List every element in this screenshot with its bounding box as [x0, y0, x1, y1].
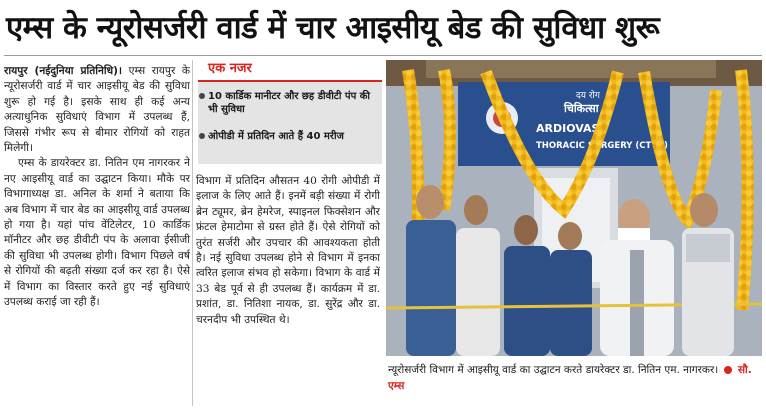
sign-line: दय रोग [576, 91, 600, 101]
highlight-text: 10 कार्डिक मानीटर और छह डीवीटी पंप की भी सुविधा [208, 91, 371, 115]
highlight-item [208, 90, 374, 116]
sign-line: ARDIOVASC [536, 122, 608, 135]
lead-text: एम्स रायपुर के न्यूरोसर्जरी वार्ड में चार आइसीयू बेड की सुविधा शुरू हो गई है। इसके साथ ही कई अन्य अत्याधुनिक सुविधाएं विभाग में उपलब्ध हैं, जिससे गंभीर रूप से बीमार रोगियों को राहत मिलेगी। [4, 65, 190, 155]
highlight-text: ओपीडी में प्रतिदिन आते हैं 40 मरीज [208, 131, 344, 142]
bullet-icon [199, 133, 205, 139]
headline-rule [4, 55, 762, 56]
article-paragraph: विभाग में प्रतिदिन औसतन 40 रोगी ओपीडी में इलाज के लिए आते हैं। इनमें बड़ी संख्या में रोगी ब्रेन ट्यूमर, ब्रेन हेमरेज, स्पाइनल फिक्सेशन और फ्रंटल हेमाटोमा से ग्रस्त होते हैं। ऐसे रोगियों को तुरंत सर्जरी और उपचार की आवश्यकता होती है। नई सुविधा उपलब्ध होने से विभाग में इनका त्वरित इलाज संभव हो सकेगा। विभाग के वार्ड में 33 बेड पूर्व से ही उपलब्ध हैं। कार्यक्रम में डा. प्रशांत, डा. नितिशा नायक, डा. सुरेंद्र और डा. चरनदीप भी उपस्थित थे। [196, 175, 380, 326]
highlights-box [198, 82, 382, 164]
dateline: रायपुर (नईदुनिया प्रतिनिधि)। [4, 65, 123, 77]
sign-line: THORACIC SURGERY (CTVS) [536, 141, 668, 151]
article-paragraph: एम्स के डायरेक्टर डा. नितिन एम नागरकर ने नए आइसीयू वार्ड का उद्घाटन किया। मौके पर विभागाध्यक्ष डा. अनिल के शर्मा ने बताया कि अब विभाग में चार बेड का आइसीयू वार्ड उपलब्ध हो गया है। यहां पांच वेंटिलेटर, 10 कार्डिक मॉनीटर और छह डीवीटी पंप के अलावा ईसीजी की सुविधा भी उपलब्ध होगी। विभाग पिछले वर्ष से रोगियों की बढ़ती संख्या दर्ज कर रहा है। ऐसे में विभाग का विस्तार करते हुए नई सुविधाएं उपलब्ध कराई जा रही हैं। [4, 157, 190, 309]
article-column-1 [4, 64, 190, 404]
bullet-icon [199, 93, 205, 99]
sign-line: चिकित्सा [564, 102, 599, 115]
highlights-heading: एक नजर [208, 61, 252, 76]
news-photo [386, 60, 762, 356]
highlight-item [208, 130, 374, 143]
credit-dot-icon [724, 366, 732, 374]
caption-text: न्यूरोसर्जरी विभाग में आइसीयू वार्ड का उद्घाटन करते डायरेक्टर डा. नितिन एम. नागरकर। [388, 364, 719, 376]
article-column-2 [196, 174, 380, 406]
article-lead-paragraph [4, 64, 190, 156]
headline: एम्स के न्यूरोसर्जरी वार्ड में चार आइसीयू बेड की सुविधा शुरू [6, 10, 660, 46]
photo-caption [388, 362, 760, 406]
inauguration-photo [386, 60, 762, 356]
photo-credit: सौ. एम्स [388, 364, 752, 392]
column-divider [192, 60, 193, 406]
